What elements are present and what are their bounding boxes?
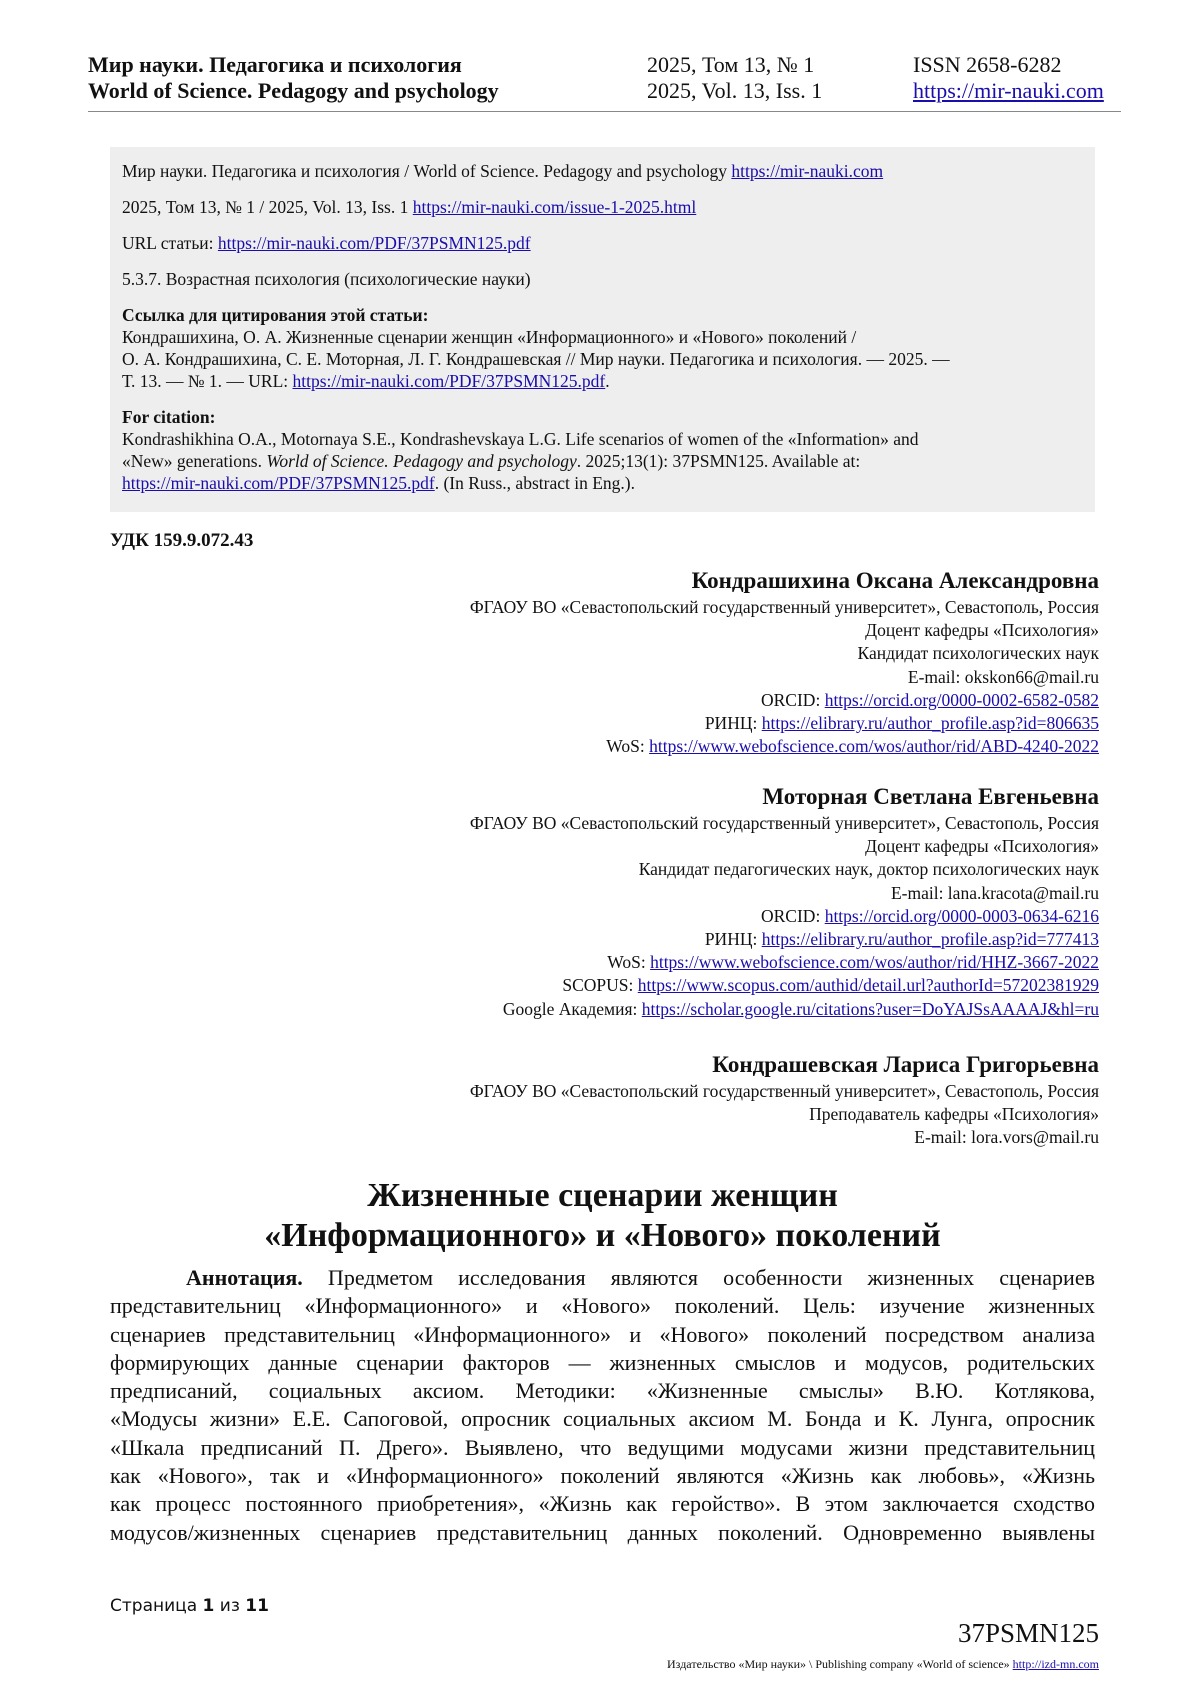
abstract-line: сценариев представительниц «Информационного» и «Нового» поколений посредством анализа	[110, 1321, 1095, 1347]
wos-link[interactable]: https://www.webofscience.com/wos/author/rid/ABD-4240-2022	[649, 736, 1099, 757]
citation-en-heading: For citation:	[122, 407, 216, 427]
header-divider	[88, 111, 1121, 112]
author-position: Доцент кафедры «Психология»	[865, 836, 1099, 857]
abstract-line: представительниц «Информационного» и «Нового» поколений. Цель: изучение жизненных	[110, 1293, 1095, 1319]
abstract-line: «Шкала предписаний П. Дрего». Выявлено, что ведущими модусами жизни представительниц	[110, 1434, 1095, 1460]
issue-link[interactable]: https://mir-nauki.com/issue-1-2025.html	[412, 197, 697, 217]
author-position: Доцент кафедры «Психология»	[865, 620, 1099, 641]
article-url-link[interactable]: https://mir-nauki.com/PDF/37PSMN125.pdf	[217, 233, 531, 253]
specialty: 5.3.7. Возрастная психология (психологические науки)	[122, 269, 531, 289]
author-rinc: РИНЦ: https://elibrary.ru/author_profile.asp?id=777413	[704, 929, 1099, 950]
journal-title	[88, 52, 499, 104]
author-block	[470, 1050, 1099, 1150]
citation-en-link[interactable]: https://mir-nauki.com/PDF/37PSMN125.pdf	[122, 473, 435, 493]
issn: ISSN 2658-6282	[913, 52, 1062, 77]
author-scopus: SCOPUS: https://www.scopus.com/authid/detail.url?authorId=57202381929	[562, 975, 1099, 996]
author-name: Моторная Светлана Евгеньевна	[762, 784, 1099, 809]
citation-ru-line: О. А. Кондрашихина, С. Е. Моторная, Л. Г. Кондрашевская // Мир науки. Педагогика и психология. — 2025. —	[122, 349, 950, 369]
author-position: Преподаватель кафедры «Психология»	[809, 1104, 1099, 1125]
citation-box	[110, 147, 1095, 512]
author-affiliation: ФГАОУ ВО «Севастопольский государственный университет», Севастополь, Россия	[469, 597, 1099, 617]
issue-ru: 2025, Том 13, № 1	[647, 52, 815, 77]
abstract-line: модусов/жизненных сценариев представительниц данных поколений. Одновременно выявлены	[110, 1519, 1095, 1545]
article-title-line: «Информационного» и «Нового» поколений	[264, 1217, 941, 1254]
author-block	[470, 566, 1099, 758]
author-degree: Кандидат педагогических наук, доктор психологических наук	[638, 859, 1099, 880]
citation-en-line: «New» generations. World of Science. Pedagogy and psychology. 2025;13(1): 37PSMN125. Available at:	[122, 451, 861, 471]
author-block	[470, 782, 1099, 1021]
author-name: Кондрашевская Лариса Григорьевна	[712, 1052, 1099, 1077]
udk-code: УДК 159.9.072.43	[110, 530, 254, 551]
author-rinc: РИНЦ: https://elibrary.ru/author_profile.asp?id=806635	[704, 713, 1099, 734]
scholar-link[interactable]: https://scholar.google.ru/citations?user=DoYAJSsAAAAJ&hl=ru	[641, 998, 1099, 1019]
citation-en-line: Kondrashikhina O.A., Motornaya S.E., Kondrashevskaya L.G. Life scenarios of women of the «Information» and	[122, 429, 919, 449]
abstract-line: «Модусы жизни» Е.Е. Сапоговой, опросник социальных аксиом М. Бонда и К. Лунга, опросник	[110, 1406, 1095, 1432]
article-code: 37PSMN125	[957, 1618, 1099, 1648]
issue-en: 2025, Vol. 13, Iss. 1	[647, 78, 823, 103]
citation-ru-heading: Ссылка для цитирования этой статьи:	[122, 305, 429, 325]
page-counter: Страница 1 из 11	[110, 1596, 269, 1616]
rinc-link[interactable]: https://elibrary.ru/author_profile.asp?id=777413	[761, 929, 1099, 950]
author-wos: WoS: https://www.webofscience.com/wos/author/rid/ABD-4240-2022	[606, 736, 1099, 757]
citation-ru-link[interactable]: https://mir-nauki.com/PDF/37PSMN125.pdf	[292, 371, 606, 391]
citation-ru-line: Кондрашихина, О. А. Жизненные сценарии женщин «Информационного» и «Нового» поколений /	[122, 327, 857, 347]
issue-info	[647, 52, 822, 104]
abstract-label: Аннотация.	[186, 1265, 303, 1290]
author-degree: Кандидат психологических наук	[857, 643, 1099, 664]
rinc-link[interactable]: https://elibrary.ru/author_profile.asp?id=806635	[761, 713, 1099, 734]
abstract-line: как процесс постоянного приобретения», «Жизнь как геройство». В этом заключается сходство	[110, 1491, 1095, 1517]
abstract	[110, 1264, 1095, 1547]
abstract-line: формирующих данные сценарии факторов — жизненных смыслов и модусов, родительских	[110, 1349, 1095, 1375]
author-email: E-mail: lana.kracota@mail.ru	[890, 882, 1099, 903]
author-affiliation: ФГАОУ ВО «Севастопольский государственный университет», Севастополь, Россия	[469, 813, 1099, 833]
author-email: E-mail: lora.vors@mail.ru	[914, 1127, 1099, 1148]
citebox-issue-line: 2025, Том 13, № 1 / 2025, Vol. 13, Iss. 1 https://mir-nauki.com/issue-1-2025.html	[122, 197, 697, 217]
journal-site-link[interactable]: https://mir-nauki.com	[913, 78, 1104, 103]
citebox-url-line: URL статьи: https://mir-nauki.com/PDF/37PSMN125.pdf	[122, 233, 531, 253]
orcid-link[interactable]: https://orcid.org/0000-0003-0634-6216	[824, 905, 1099, 926]
wos-link[interactable]: https://www.webofscience.com/wos/author/rid/HHZ-3667-2022	[650, 952, 1099, 973]
article-title-line: Жизненные сценарии женщин	[367, 1177, 838, 1214]
citation-ru-line: Т. 13. — № 1. — URL: https://mir-nauki.com/PDF/37PSMN125.pdf.	[122, 371, 610, 391]
publisher-line: Издательство «Мир науки» \ Publishing company «World of science» http://izd-mn.com	[667, 1657, 1099, 1671]
publisher-link[interactable]: http://izd-mn.com	[1012, 1657, 1099, 1671]
author-wos: WoS: https://www.webofscience.com/wos/author/rid/HHZ-3667-2022	[607, 952, 1099, 973]
scopus-link[interactable]: https://www.scopus.com/authid/detail.url?authorId=57202381929	[637, 975, 1099, 996]
author-email: E-mail: okskon66@mail.ru	[907, 666, 1099, 687]
orcid-link[interactable]: https://orcid.org/0000-0002-6582-0582	[824, 689, 1099, 710]
issn-info	[913, 52, 1104, 104]
journal-title-en: World of Science. Pedagogy and psychology	[88, 78, 499, 103]
journal-title-ru: Мир науки. Педагогика и психология	[88, 52, 462, 77]
article-title	[110, 1176, 1095, 1256]
author-scholar: Google Академия: https://scholar.google.ru/citations?user=DoYAJSsAAAAJ&hl=ru	[502, 998, 1099, 1019]
citation-en-line: https://mir-nauki.com/PDF/37PSMN125.pdf. (In Russ., abstract in Eng.).	[122, 473, 635, 493]
author-orcid: ORCID: https://orcid.org/0000-0003-0634-6216	[761, 905, 1099, 926]
author-affiliation: ФГАОУ ВО «Севастопольский государственный университет», Севастополь, Россия	[469, 1081, 1099, 1101]
journal-link[interactable]: https://mir-nauki.com	[731, 161, 884, 181]
abstract-line: как «Нового», так и «Информационного» поколений являются «Жизнь как любовь», «Жизнь	[110, 1463, 1095, 1489]
abstract-line: Аннотация. Предметом исследования являются особенности жизненных сценариев	[186, 1265, 1095, 1290]
citebox-journal-line: Мир науки. Педагогика и психология / World of Science. Pedagogy and psychology https://mir-nauki.com	[122, 161, 884, 181]
author-name: Кондрашихина Оксана Александровна	[691, 568, 1099, 593]
abstract-line: предписаний, социальных аксиом. Методики: «Жизненные смыслы» В.Ю. Котлякова,	[110, 1378, 1095, 1404]
author-orcid: ORCID: https://orcid.org/0000-0002-6582-0582	[761, 689, 1099, 710]
